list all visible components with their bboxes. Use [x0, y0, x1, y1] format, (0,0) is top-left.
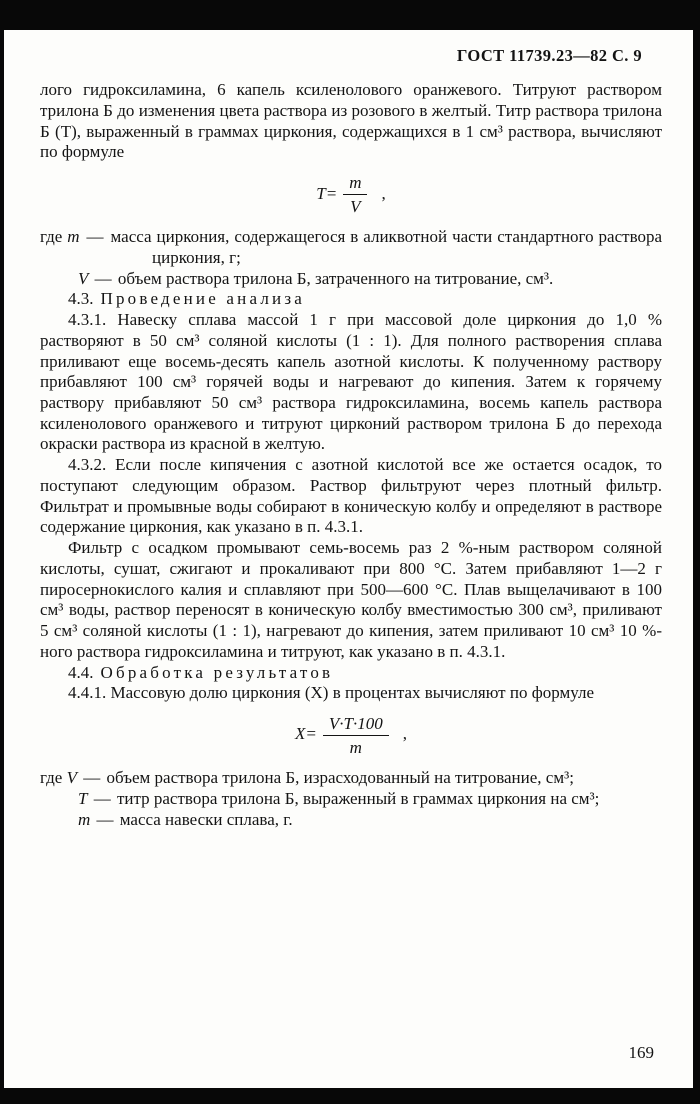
definition-dash: —: [96, 809, 114, 829]
definition-text: объем раствора трилона Б, израсходованный на титрование, см³;: [106, 768, 574, 788]
paragraph-441: 4.4.1. Массовую долю циркония (X) в процентах вычисляют по формуле: [68, 683, 595, 703]
section-number: 4.3.: [68, 289, 94, 309]
formula-trailing: ,: [402, 724, 407, 744]
formula-trailing: ,: [381, 183, 386, 203]
definition-item: [40, 269, 662, 290]
formula-numerator: m: [343, 173, 367, 195]
definition-list-titr: [40, 227, 662, 289]
document-body: [0, 66, 700, 830]
scan-border-top: [0, 0, 700, 30]
section-title: Проведение анализа: [100, 289, 305, 309]
formula-mass-fraction: [40, 714, 662, 757]
formula-lhs: X=: [295, 724, 317, 744]
definition-term: V: [66, 768, 77, 788]
section-heading-44: [40, 663, 662, 684]
definition-item: [40, 810, 662, 831]
formula-denominator: m: [349, 738, 362, 758]
definition-dash: —: [86, 227, 104, 247]
paragraph-intro: лого гидроксиламина, 6 капель ксиленолового оранжевого. Титруют раствором трилона Б до изменения цвета раствора из розового в желтый. Титр раствора трилона Б (Т), выраженный в граммах циркония, содержащихся в 1 см³ раствора, вычисляют по формуле: [40, 80, 662, 162]
formula-denominator: V: [350, 197, 361, 217]
section-heading-43: [40, 289, 662, 310]
section-number: 4.4.: [68, 662, 94, 682]
page-number: 169: [628, 1043, 654, 1063]
section-title: Обработка результатов: [100, 662, 334, 682]
definition-item: [40, 227, 662, 268]
definition-text: масса навески сплава, г.: [119, 809, 293, 829]
scan-border-right: [693, 0, 700, 1104]
definition-intro: где: [40, 227, 63, 247]
definition-intro: где: [40, 768, 63, 788]
definition-dash: —: [94, 268, 112, 288]
scan-border-bottom: [0, 1088, 700, 1104]
definition-text: масса циркония, содержащегося в аликвотной части стандартного раствора циркония, г;: [110, 227, 663, 267]
definition-term: Т: [78, 788, 88, 808]
definition-text: объем раствора трилона Б, затраченного на титрование, см³.: [117, 268, 554, 288]
definition-list-mass: [40, 768, 662, 830]
definition-term: V: [78, 268, 89, 288]
definition-term: m: [78, 809, 91, 829]
paragraph-filter: Фильтр с осадком промывают семь-восемь раз 2 %-ным раствором соляной кислоты, сушат, сжигают и прокаливают при 800 °С. Затем прибавляют 1—2 г пиросернокислого калия и сплавляют при 500—600 °С. Плав выщелачивают в 100 см³ воды, раствор переносят в коническую колбу вместимостью 300 см³, приливают 5 см³ соляной кислоты (1 : 1), нагревают до кипения, затем приливают 10 см³ 10 %-ного раствора гидроксиламина и титруют, как указано в п. 4.3.1.: [40, 538, 662, 661]
definition-text: титр раствора трилона Б, выраженный в граммах циркония на см³;: [116, 788, 600, 808]
definition-item: [40, 789, 662, 810]
formula-lhs: T=: [316, 183, 338, 203]
definition-term: m: [67, 227, 80, 247]
document-header: ГОСТ 11739.23—82 С. 9: [456, 46, 642, 65]
formula-fraction: [343, 173, 367, 216]
formula-fraction: [323, 714, 389, 757]
definition-dash: —: [83, 768, 101, 788]
definition-dash: —: [93, 788, 111, 808]
formula-numerator: V·T·100: [323, 714, 389, 736]
paragraph-431: 4.3.1. Навеску сплава массой 1 г при массовой доле циркония до 1,0 % растворяют в 50 см³ соляной кислоты (1 : 1). Для полного растворения сплава приливают еще восемь-десять капель азотной кислоты. К полученному раствору прибавляют 100 см³ горячей воды и нагревают до кипения. Затем к горячему раствору прибавляют 50 см³ раствора гидроксиламина, восемь капель раствора ксиленолового оранжевого и титруют цирконий раствором трилона Б до перехода окраски раствора из красной в желтую.: [40, 310, 662, 454]
scan-border-left: [0, 0, 4, 1104]
definition-item: [40, 768, 662, 789]
paragraph-432: 4.3.2. Если после кипячения с азотной кислотой все же остается осадок, то поступают следующим образом. Раствор фильтруют через плотный фильтр. Фильтрат и промывные воды собирают в коническую колбу и определяют в растворе содержание циркония, как указано в п. 4.3.1.: [40, 455, 662, 537]
formula-titr: [40, 173, 662, 216]
